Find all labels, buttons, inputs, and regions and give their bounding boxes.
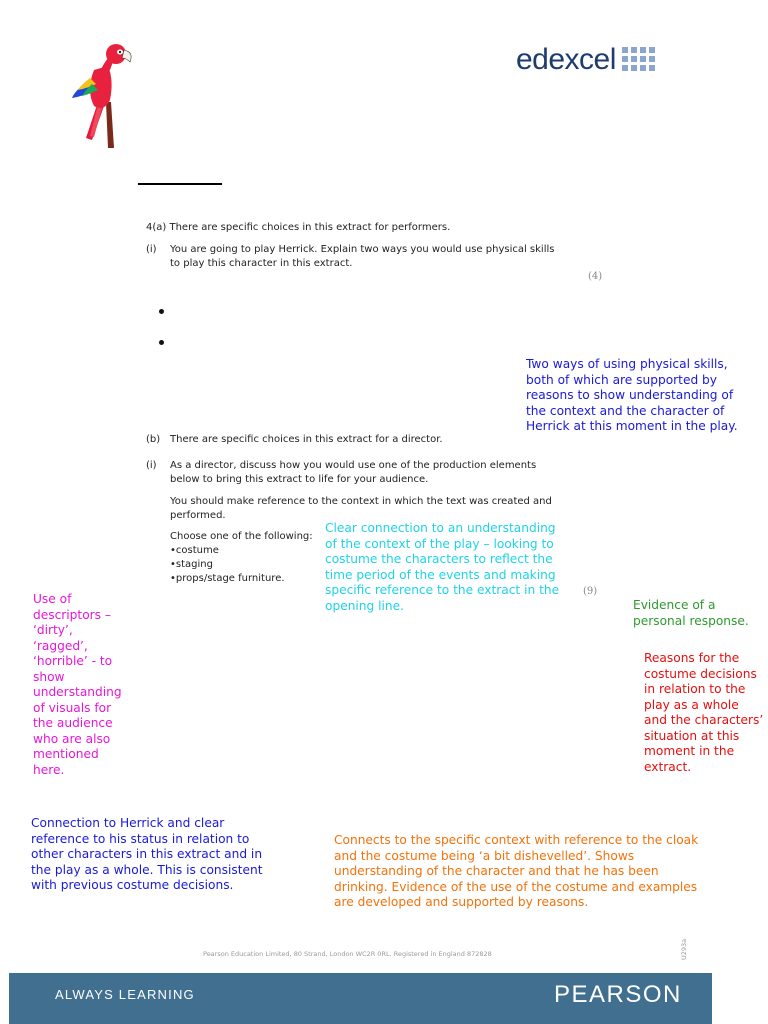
annotation-context: Connects to the specific context with reference to the cloak and the costume being ‘a bit dishevelled’. Shows understanding of the character and that he has been drinking. Evidence of the use of the costume and examples are developed and supported by reasons. bbox=[334, 833, 699, 909]
choose-label: Choose one of the following: bbox=[170, 531, 313, 542]
answer-bullet-2 bbox=[159, 340, 164, 345]
question-4a-i-number: (i) bbox=[146, 244, 157, 255]
annotation-herrick: Connection to Herrick and clear reference to his status in relation to other characters in this extract and in the play as a whole. This is consistent with previous costume decisions. bbox=[31, 816, 263, 892]
edexcel-logo bbox=[516, 40, 656, 80]
question-4a-marks: (4) bbox=[588, 271, 603, 282]
option-costume: • costume bbox=[170, 544, 285, 558]
option-props: • props/stage furniture. bbox=[170, 572, 285, 586]
footer-legal: Pearson Education Limited, 80 Strand, London WC2R 0RL. Registered in England 872828 bbox=[203, 950, 492, 958]
annotation-personal-response: Evidence of a personal response. bbox=[633, 598, 749, 628]
question-4a-i-line1: You are going to play Herrick. Explain two ways you would use physical skills bbox=[170, 244, 555, 255]
question-4a-i-line2: to play this character in this extract. bbox=[170, 258, 353, 269]
annotation-two-ways: Two ways of using physical skills, both of which are supported by reasons to show understanding of the context and the character of Herrick at this moment in the play. bbox=[526, 357, 738, 433]
footer-code: U293a bbox=[680, 938, 688, 960]
edexcel-dots-icon bbox=[622, 45, 656, 75]
footer-tagline: ALWAYS LEARNING bbox=[55, 987, 195, 1002]
option-staging: • staging bbox=[170, 558, 285, 572]
annotation-clear-connection: Clear connection to an understanding of the context of the play – looking to costume the characters to reflect the time period of the events and making specific reference to the extract in the opening line. bbox=[325, 521, 560, 613]
edexcel-wordmark: edexcel bbox=[516, 43, 616, 76]
question-4b-reference-line2: performed. bbox=[170, 510, 226, 521]
question-4b: There are specific choices in this extract for a director. bbox=[170, 434, 443, 445]
annotation-reasons: Reasons for the costume decisions in relation to the play as a whole and the characters’ situation at this moment in the extract. bbox=[644, 651, 764, 774]
parrot-illustration bbox=[64, 40, 144, 150]
heading-underline bbox=[138, 183, 222, 185]
question-4b-i-line1: As a director, discuss how you would use one of the production elements bbox=[170, 460, 537, 471]
pearson-logo: PEARSON bbox=[554, 981, 682, 1008]
annotation-descriptors: Use of descriptors – ‘dirty’, ‘ragged’, ‘horrible’ - to show understanding of visuals for the audience who are also mentioned here. bbox=[33, 592, 122, 777]
question-4b-number: (b) bbox=[146, 434, 161, 445]
production-options-list bbox=[170, 544, 285, 586]
question-4b-i-line2: below to bring this extract to life for your audience. bbox=[170, 474, 429, 485]
question-4a: 4(a) There are specific choices in this extract for performers. bbox=[146, 222, 451, 233]
answer-bullet-1 bbox=[159, 309, 164, 314]
question-4b-i-number: (i) bbox=[146, 460, 157, 471]
footer-bar bbox=[9, 973, 712, 1024]
question-4b-reference-line1: You should make reference to the context in which the text was created and bbox=[170, 496, 552, 507]
question-4b-marks: (9) bbox=[583, 586, 598, 597]
